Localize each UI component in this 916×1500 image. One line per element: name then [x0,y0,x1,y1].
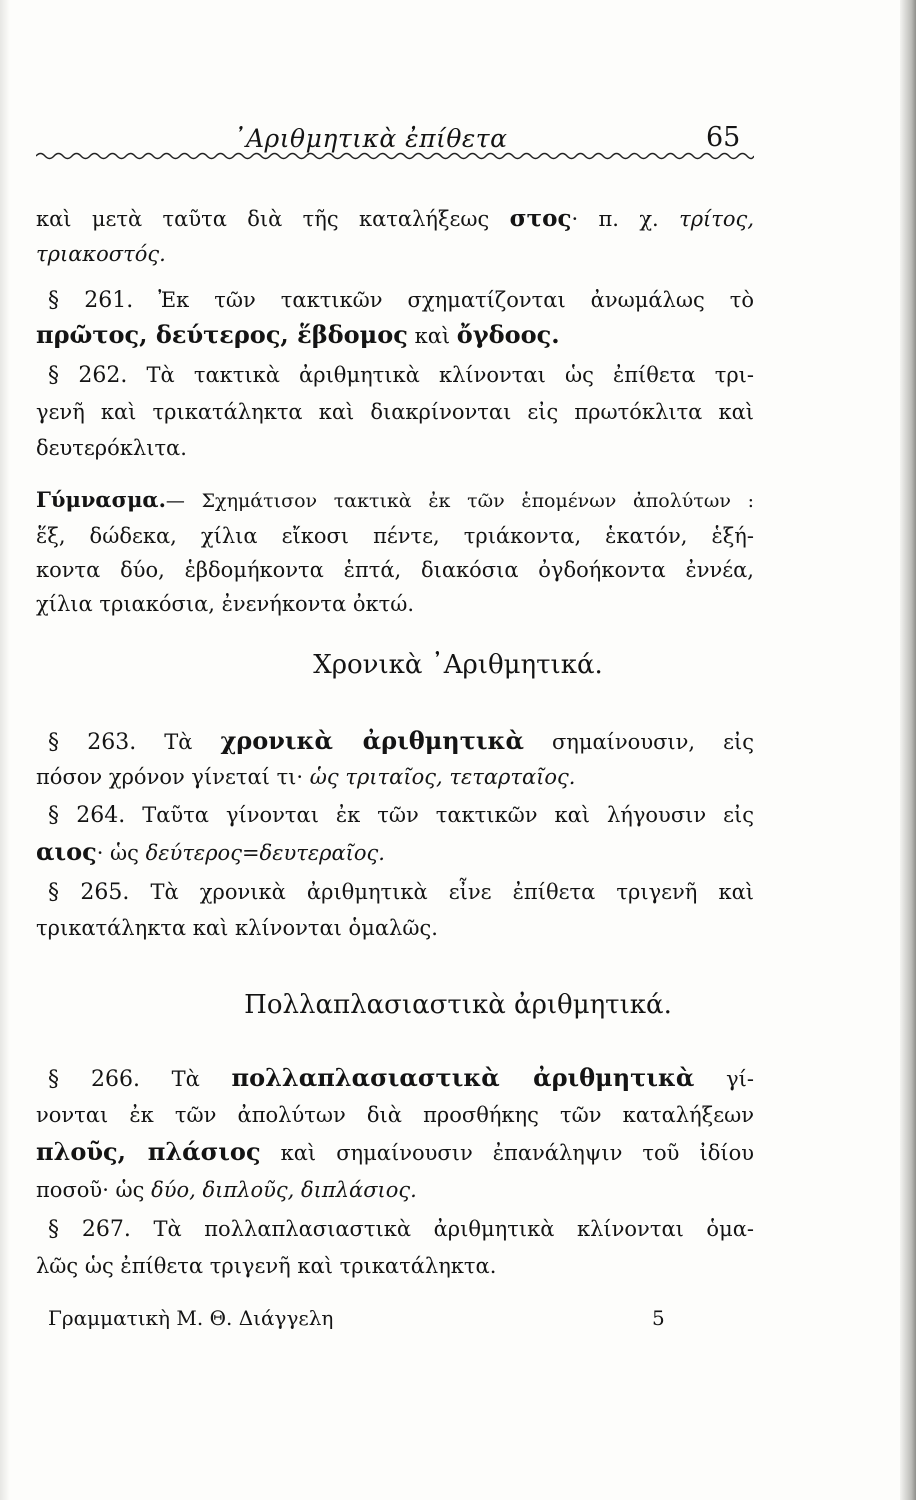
bold-ending: αιος [36,837,97,866]
page-number: 65 [706,122,741,153]
text-line: γενῆ καὶ τρικατάληκτα καὶ διακρίνονται εἰς πρωτόκλιτα καὶ [36,400,754,424]
bold-ending: πλοῦς, πλάσιος [36,1137,261,1166]
text-span: Τὰ [164,730,193,754]
bold-term: ὄγδοος. [456,320,560,349]
paragraph-262 [36,361,754,390]
bold-term: πολλαπλασιαστικὰ ἀριθμητικὰ [231,1063,695,1092]
text-span: Τὰ [171,1067,200,1091]
exercise-paragraph [36,486,754,515]
page-spine-shadow [900,0,916,1500]
running-title: ᾿Αριθμητικὰ ἐπίθετα [233,124,508,153]
italic-example: ὡς τριταῖος, τεταρταῖος. [309,765,576,789]
text-span: Τὰ πολλαπλασιαστικὰ ἀριθμητικὰ κλίνονται ὁμα- [153,1217,755,1241]
text-line [36,838,754,867]
text-line [36,1176,754,1204]
paragraph-265 [36,878,754,907]
text-line [36,321,754,350]
text-span: π. χ. [598,207,659,231]
section-number: § 264. [48,803,126,828]
text-span: Ἐκ τῶν τακτικῶν σχηματίζονται ἀνωμάλως τὸ [158,288,754,312]
text-line [36,763,754,791]
text-span: καὶ μετὰ ταῦτα διὰ τῆς καταλήξεως [36,207,490,231]
text-span: ποσοῦ· ὡς [36,1178,145,1202]
paragraph-264 [36,801,754,830]
sheet-number: 5 [652,1306,665,1330]
text-line: δευτερόκλιτα. [36,436,187,460]
text-line: τρικατάληκτα καὶ κλίνονται ὁμαλῶς. [36,916,438,940]
printer-signature: Γραμματικὴ Μ. Θ. Διάγγελη [48,1306,334,1330]
bold-term: πρῶτος, δεύτερος, ἕβδομος [36,320,408,349]
text-line: τριακοστός. [36,242,166,266]
page-left-edge [0,0,10,1500]
text-span: Τὰ χρονικὰ ἀριθμητικὰ εἶνε ἐπίθετα τριγενῆ καὶ [150,880,754,904]
text-span: καὶ [414,324,451,348]
section-number: § 266. [48,1067,140,1092]
text-line: κοντα δύο, ἑβδομήκοντα ἑπτά, διακόσια ὀγδοήκοντα ἐννέα, [36,558,754,582]
text-line: νονται ἐκ τῶν ἀπολύτων διὰ προσθήκης τῶν καταλήξεων [36,1103,754,1127]
text-line: ἕξ, δώδεκα, χίλια εἴκοσι πέντε, τριάκοντα, ἑκατόν, ἑξή- [36,524,754,548]
paragraph-266 [36,1064,754,1094]
text-line: λῶς ὡς ἐπίθετα τριγενῆ καὶ τρικατάληκτα. [36,1254,497,1278]
section-number: § 265. [48,880,130,905]
paragraph-263 [36,727,754,757]
text-span: · ὡς [96,841,139,865]
text-span: Ταῦτα γίνονται ἐκ τῶν τακτικῶν καὶ λήγουσιν εἰς [142,803,754,827]
section-number: § 267. [48,1217,131,1242]
section-heading: Χρονικὰ ᾿Αριθμητικά. [313,650,603,680]
italic-example: τρίτος, [679,207,754,231]
bold-ending: στος [509,205,572,232]
section-number: § 262. [48,363,128,388]
section-number: § 263. [48,730,137,755]
italic-example: δύο, διπλοῦς, διπλάσιος. [151,1178,417,1202]
text-line: χίλια τριακόσια, ἐνενήκοντα ὀκτώ. [36,592,415,616]
text-span: καὶ σημαίνουσιν ἐπανάληψιν τοῦ ἰδίου [280,1141,754,1165]
italic-example: δεύτερος=δευτεραῖος. [145,841,385,865]
text-line [36,1138,754,1167]
exercise-label: Γύμνασμα. [36,487,166,512]
wavy-header-rule [36,150,754,162]
text-span: σημαίνουσιν, εἰς [551,730,754,754]
text-span: Τὰ τακτικὰ ἀριθμητικὰ κλίνονται ὡς ἐπίθετα τρι- [146,363,754,387]
paragraph-267 [36,1215,754,1244]
text-span: γί- [726,1067,754,1091]
text-span: πόσον χρόνον γίνεταί τι· [36,765,304,789]
bold-term: χρονικὰ ἀριθμητικὰ [220,726,524,755]
paragraph-261 [36,286,754,315]
section-number: § 261. [48,288,134,313]
section-heading: Πολλαπλασιαστικὰ ἀριθμητικά. [244,990,672,1020]
sheet-signature [48,1306,668,1330]
text-line [36,205,754,233]
text-span: — Σχημάτισον τακτικὰ ἐκ τῶν ἑπομένων ἀπολύτων : [165,490,754,512]
punct: · [571,207,579,231]
